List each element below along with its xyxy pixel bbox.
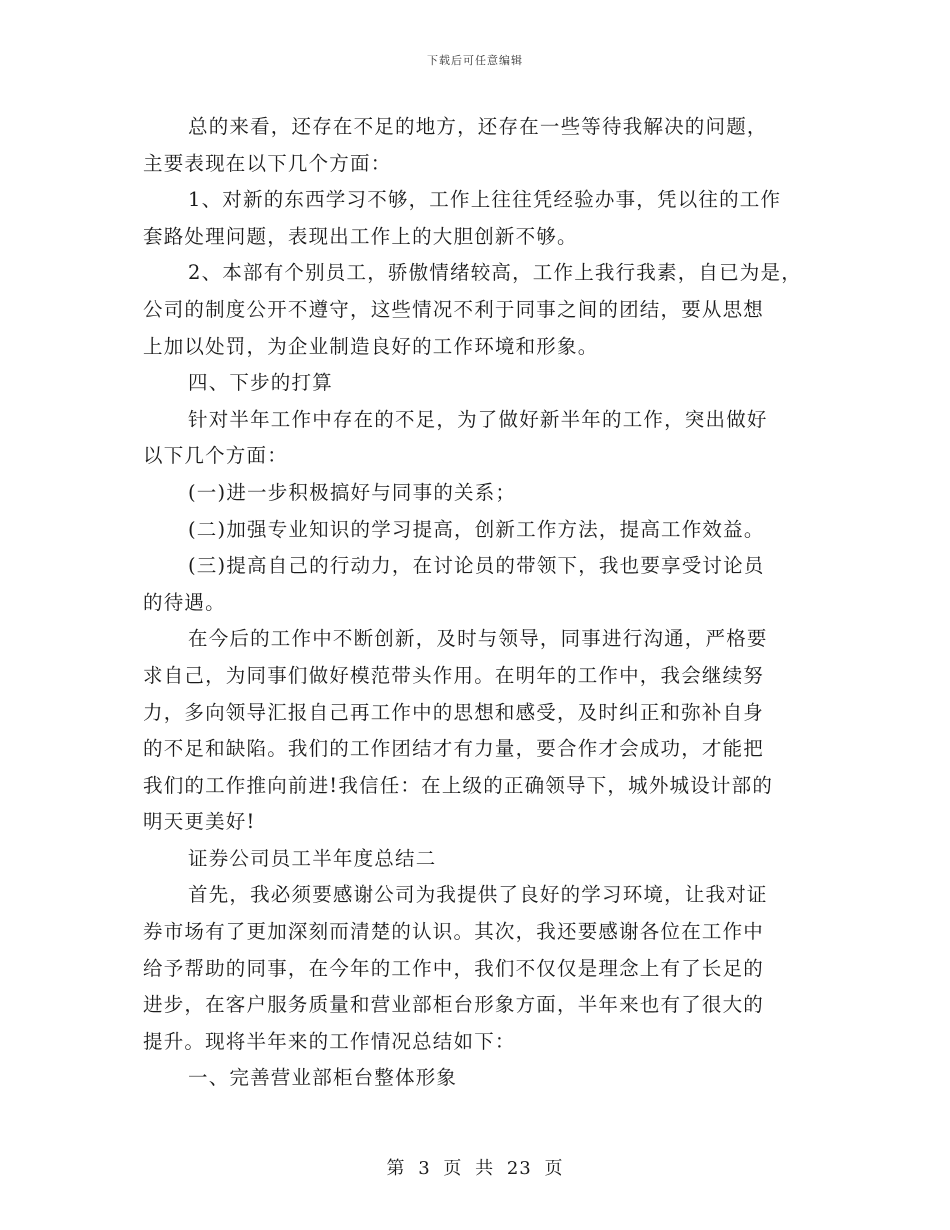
paragraph-line: 1、对新的东西学习不够，工作上往往凭经验办事，凭以往的工作 [188, 188, 782, 212]
paragraph-line: 在今后的工作中不断创新，及时与领导，同事进行沟通，严格要 [188, 627, 768, 651]
paragraph-line: 求自己，为同事们做好模范带头作用。在明年的工作中，我会继续努 [143, 663, 765, 687]
list-item: (二)加强专业知识的学习提高，创新工作方法，提高工作效益。 [188, 517, 765, 541]
paragraph-line: 的不足和缺陷。我们的工作团结才有力量，要合作才会成功，才能把 [143, 737, 765, 761]
paragraph-line: 力，多向领导汇报自己再工作中的思想和感受，及时纠正和弥补自身 [143, 700, 765, 724]
paragraph-line: 2、本部有个别员工，骄傲情绪较高，工作上我行我素，自已为是， [188, 261, 802, 285]
paragraph-line: 以下几个方面： [143, 444, 288, 468]
paragraph-line: 套路处理问题，表现出工作上的大胆创新不够。 [143, 224, 578, 248]
list-item: (一)进一步积极搞好与同事的关系； [188, 480, 517, 504]
paragraph-line: 总的来看，还存在不足的地方，还存在一些等待我解决的问题， [188, 115, 768, 138]
paragraph-line: 公司的制度公开不遵守，这些情况不利于同事之间的团结，要从思想 [143, 297, 765, 321]
paragraph-line: 进步，在客户服务质量和营业部柜台形象方面，半年来也有了很大的 [143, 993, 765, 1017]
paragraph-line: 针对半年工作中存在的不足，为了做好新半年的工作，突出做好 [188, 407, 768, 431]
page-header: 下载后可任意编辑 [427, 54, 523, 67]
paragraph-line: 的待遇。 [143, 590, 226, 614]
page-number-footer: 第 3 页 共 23 页 [386, 1158, 564, 1179]
document-body [143, 109, 823, 1097]
paragraph-line: 我们的工作推向前进!我信任：在上级的正确领导下，城外城设计部的 [143, 773, 774, 797]
paragraph-line: 提升。现将半年来的工作情况总结如下： [143, 1029, 516, 1053]
paragraph-line: 给予帮助的同事，在今年的工作中，我们不仅仅是理念上有了长足的 [143, 956, 765, 980]
paragraph-line: 主要表现在以下几个方面： [143, 151, 392, 175]
paragraph-line: 上加以处罚，为企业制造良好的工作环境和形象。 [143, 334, 599, 358]
section-title: 证券公司员工半年度总结二 [188, 846, 437, 870]
section-heading: 一、完善营业部柜台整体形象 [188, 1066, 458, 1090]
paragraph-line: 明天更美好! [143, 810, 256, 834]
paragraph-line: 首先，我必须要感谢公司为我提供了良好的学习环境，让我对证 [188, 883, 768, 907]
section-heading: 四、下步的打算 [188, 371, 333, 395]
paragraph-line: 券市场有了更加深刻而清楚的认识。其次，我还要感谢各位在工作中 [143, 920, 765, 944]
list-item: (三)提高自己的行动力，在讨论员的带领下，我也要享受讨论员 [188, 554, 765, 578]
